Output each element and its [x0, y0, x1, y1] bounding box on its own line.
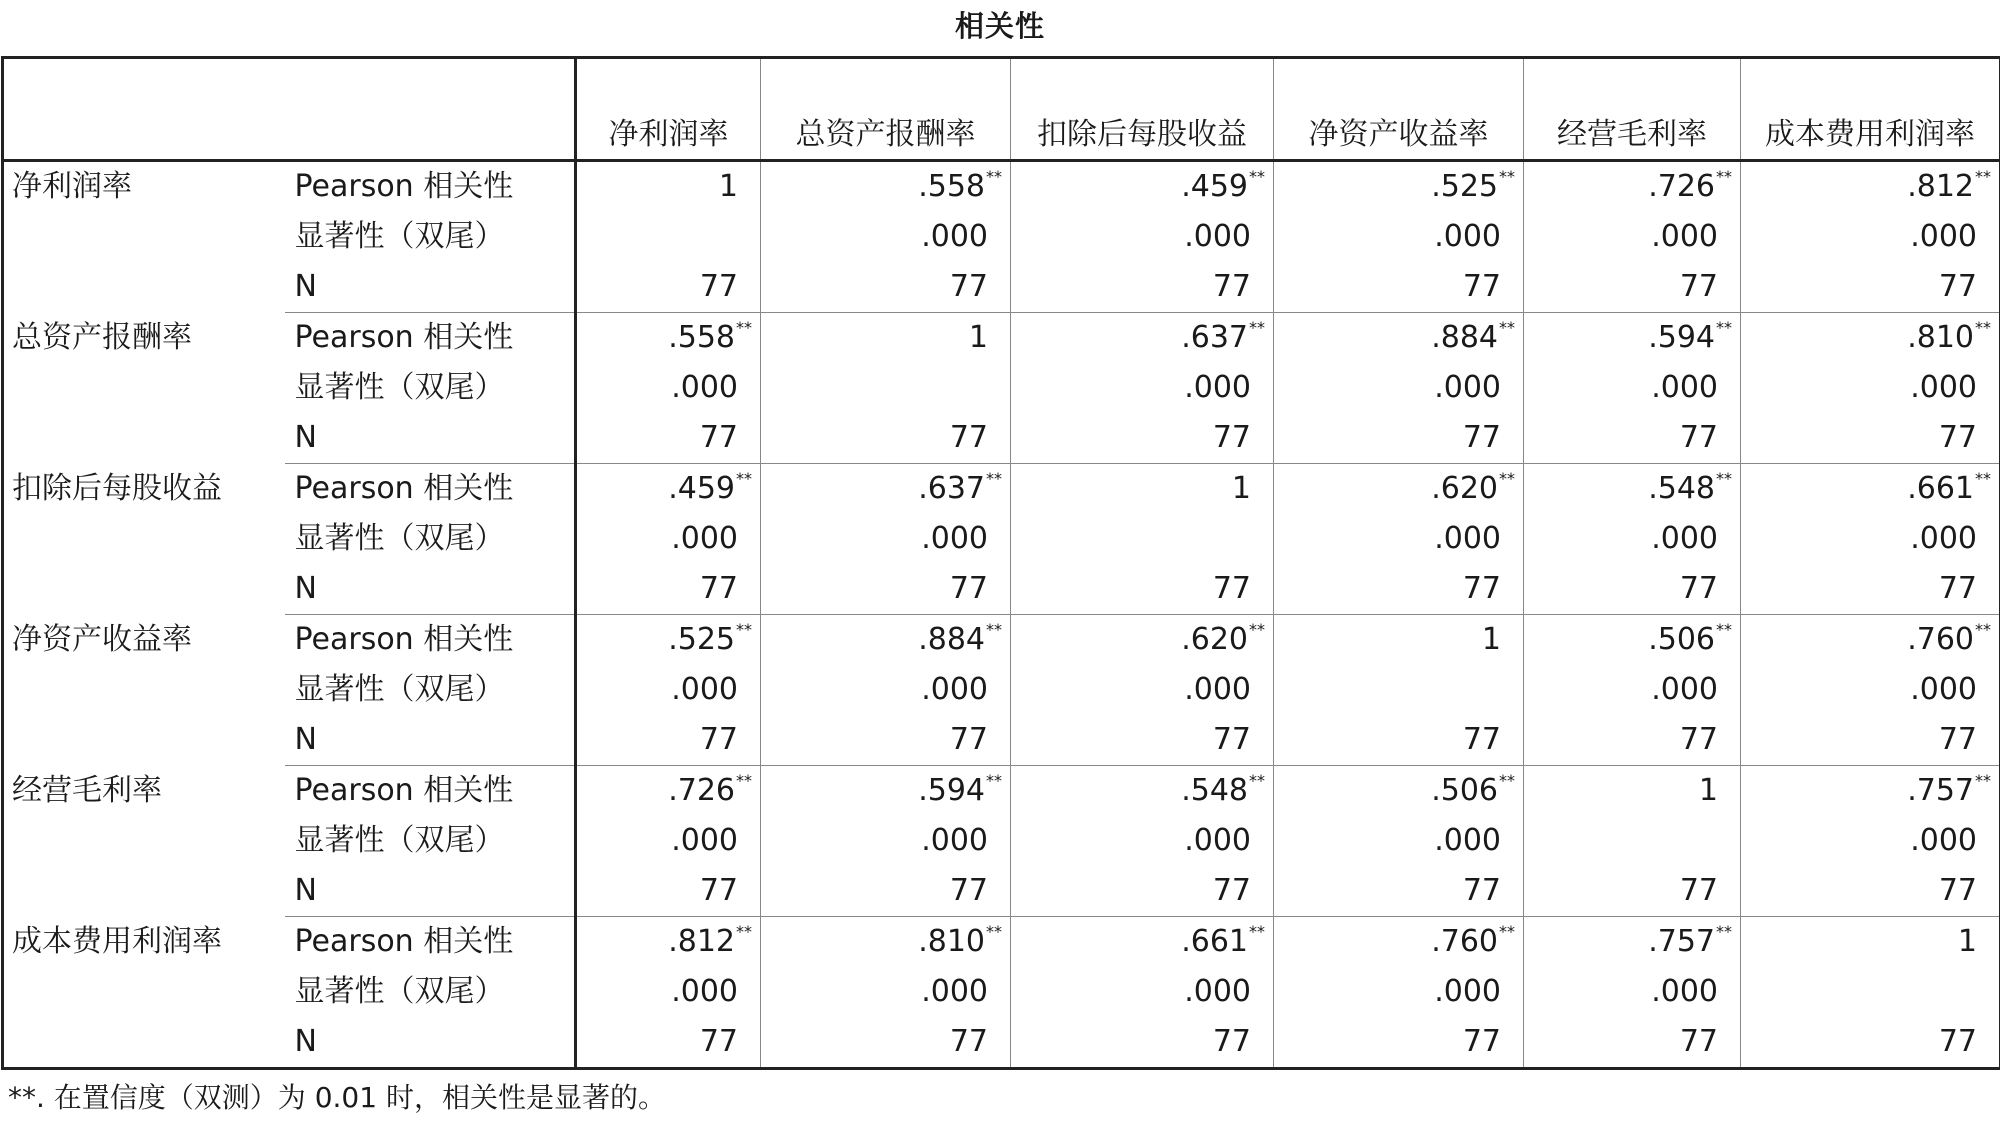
table-row: [3, 464, 2000, 515]
n-value: 77: [1679, 269, 1718, 304]
sig-value: .000: [1910, 370, 1977, 405]
table-row: [3, 564, 2000, 615]
sig-value: .000: [1910, 672, 1977, 707]
n-cell: [1524, 866, 1741, 917]
sig-cell: [576, 665, 761, 715]
significance-mark: **: [1716, 922, 1732, 941]
sig-cell: [1011, 665, 1274, 715]
significance-mark: **: [1499, 318, 1515, 337]
pearson-value: .459: [1181, 169, 1248, 204]
row-variable-name: 净资产收益率: [12, 621, 192, 657]
pearson-cell: [576, 464, 761, 515]
sig-cell: [761, 816, 1011, 866]
row-variable-name: 净利润率: [12, 169, 132, 204]
header-corner: [3, 58, 285, 161]
significance-mark: **: [1975, 318, 1991, 337]
pearson-cell: [761, 615, 1011, 666]
n-cell: [1524, 262, 1741, 313]
pearson-cell: [576, 766, 761, 817]
pearson-cell: [1011, 313, 1274, 364]
pearson-value: .760: [1431, 924, 1498, 959]
column-header: 净利润率: [576, 58, 761, 161]
table-row: [3, 262, 2000, 313]
sig-cell: [1524, 665, 1741, 715]
pearson-value: .594: [1648, 320, 1715, 355]
pearson-value: .661: [1907, 471, 1974, 506]
n-cell: [761, 413, 1011, 464]
significance-mark: **: [1249, 167, 1265, 186]
sig-cell: [576, 816, 761, 866]
n-value: 77: [1679, 873, 1718, 908]
n-value: 77: [949, 269, 988, 304]
pearson-cell: [1741, 313, 2000, 364]
n-value: 77: [1462, 420, 1501, 455]
pearson-cell: [1741, 615, 2000, 666]
significance-mark: **: [986, 469, 1002, 488]
sig-cell: [1011, 967, 1274, 1017]
n-cell: [761, 866, 1011, 917]
significance-mark: **: [1499, 771, 1515, 790]
significance-mark: **: [1975, 620, 1991, 639]
pearson-cell: [761, 464, 1011, 515]
pearson-value: .506: [1431, 773, 1498, 808]
n-cell: [1274, 1017, 1524, 1069]
stat-label: Pearson 相关性: [294, 773, 514, 808]
pearson-cell: [1524, 313, 1741, 364]
n-value: 77: [1679, 420, 1718, 455]
pearson-value: 1: [1231, 471, 1251, 506]
stat-label: 显著性（双尾）: [294, 823, 505, 858]
sig-value: .000: [1910, 219, 1977, 254]
row-variable-name: 扣除后每股收益: [12, 470, 222, 506]
pearson-cell: [1524, 161, 1741, 213]
significance-mark: **: [736, 469, 752, 488]
n-value: 77: [1679, 722, 1718, 757]
n-value: 77: [949, 571, 988, 606]
table-row: [3, 161, 2000, 213]
header-corner-stat: [285, 58, 576, 161]
sig-cell: [1524, 816, 1741, 866]
sig-value: .000: [1184, 370, 1251, 405]
sig-cell: [761, 363, 1011, 413]
pearson-cell: [1741, 917, 2000, 968]
significance-mark: **: [1249, 620, 1265, 639]
sig-cell: [1741, 816, 2000, 866]
sig-value: .000: [1434, 219, 1501, 254]
stat-label: 显著性（双尾）: [294, 672, 505, 707]
sig-cell: [1274, 363, 1524, 413]
table-title: 相关性: [954, 9, 1045, 43]
row-variable-name: 总资产报酬率: [12, 319, 192, 355]
sig-cell: [576, 514, 761, 564]
significance-mark: **: [1975, 469, 1991, 488]
pearson-cell: [1274, 615, 1524, 666]
n-cell: [1524, 715, 1741, 766]
sig-value: .000: [1434, 823, 1501, 858]
table-row: [3, 766, 2000, 817]
pearson-cell: [761, 161, 1011, 213]
pearson-value: .558: [668, 320, 735, 355]
pearson-value: .661: [1181, 924, 1248, 959]
pearson-value: .757: [1648, 924, 1715, 959]
sig-cell: [1011, 212, 1274, 262]
stat-label: N: [285, 564, 576, 615]
pearson-cell: [1011, 615, 1274, 666]
n-cell: [1011, 564, 1274, 615]
table-row: [3, 363, 2000, 413]
table-row: [3, 212, 2000, 262]
sig-value: .000: [921, 521, 988, 556]
sig-cell: [576, 363, 761, 413]
sig-value: .000: [1910, 823, 1977, 858]
n-cell: [1011, 262, 1274, 313]
pearson-value: .558: [918, 169, 985, 204]
pearson-cell: [1274, 766, 1524, 817]
n-cell: [1741, 715, 2000, 766]
sig-cell: [1274, 967, 1524, 1017]
sig-cell: [1011, 363, 1274, 413]
significance-mark: **: [1249, 922, 1265, 941]
sig-cell: [1274, 212, 1524, 262]
pearson-value: 1: [1698, 773, 1718, 808]
stat-label: Pearson 相关性: [294, 471, 514, 506]
stat-label: Pearson 相关性: [294, 924, 514, 959]
pearson-cell: [1011, 161, 1274, 213]
n-cell: [1274, 866, 1524, 917]
pearson-value: .525: [1431, 169, 1498, 204]
n-cell: [761, 1017, 1011, 1069]
n-cell: [1741, 1017, 2000, 1069]
sig-value: .000: [1651, 521, 1718, 556]
stat-label: N: [285, 413, 576, 464]
footnote: **. 在置信度（双测）为 0.01 时，相关性是显著的。: [8, 1081, 666, 1114]
pearson-value: .726: [668, 773, 735, 808]
stat-label: 显著性（双尾）: [294, 370, 505, 405]
pearson-value: 1: [1481, 622, 1501, 657]
pearson-value: .525: [668, 622, 735, 657]
n-cell: [1524, 564, 1741, 615]
significance-mark: **: [1716, 469, 1732, 488]
pearson-value: .459: [668, 471, 735, 506]
pearson-cell: [1274, 917, 1524, 968]
sig-cell: [1741, 363, 2000, 413]
sig-cell: [1011, 816, 1274, 866]
n-value: 77: [699, 571, 738, 606]
column-header: 成本费用利润率: [1741, 58, 2000, 161]
pearson-value: .726: [1648, 169, 1715, 204]
pearson-value: .884: [918, 622, 985, 657]
sig-value: .000: [671, 823, 738, 858]
sig-value: .000: [1651, 974, 1718, 1009]
n-cell: [1741, 866, 2000, 917]
pearson-cell: [1524, 464, 1741, 515]
sig-cell: [1524, 967, 1741, 1017]
sig-value: .000: [1184, 219, 1251, 254]
row-variable-name: 成本费用利润率: [12, 923, 222, 959]
sig-cell: [1524, 212, 1741, 262]
stat-label: Pearson 相关性: [294, 622, 514, 657]
pearson-cell: [761, 313, 1011, 364]
pearson-value: 1: [1957, 924, 1977, 959]
sig-value: .000: [1184, 974, 1251, 1009]
sig-cell: [761, 665, 1011, 715]
sig-cell: [1011, 514, 1274, 564]
n-cell: [1741, 262, 2000, 313]
significance-mark: **: [1499, 167, 1515, 186]
significance-mark: **: [1975, 167, 1991, 186]
n-cell: [576, 1017, 761, 1069]
sig-value: .000: [671, 974, 738, 1009]
n-value: 77: [1938, 269, 1977, 304]
n-value: 77: [1938, 873, 1977, 908]
n-value: 77: [949, 420, 988, 455]
pearson-value: .884: [1431, 320, 1498, 355]
stat-label: 显著性（双尾）: [294, 974, 505, 1009]
n-value: 77: [699, 269, 738, 304]
sig-value: .000: [671, 672, 738, 707]
pearson-cell: [576, 161, 761, 213]
n-value: 77: [699, 873, 738, 908]
pearson-value: 1: [718, 169, 738, 204]
n-cell: [1011, 715, 1274, 766]
pearson-cell: [1524, 766, 1741, 817]
pearson-value: .757: [1907, 773, 1974, 808]
sig-value: .000: [921, 974, 988, 1009]
sig-value: .000: [1184, 672, 1251, 707]
n-cell: [1011, 866, 1274, 917]
pearson-value: .810: [1907, 320, 1974, 355]
sig-value: .000: [1651, 219, 1718, 254]
significance-mark: **: [986, 167, 1002, 186]
pearson-value: 1: [968, 320, 988, 355]
pearson-cell: [1011, 917, 1274, 968]
pearson-cell: [1274, 464, 1524, 515]
sig-value: .000: [1434, 521, 1501, 556]
sig-cell: [576, 967, 761, 1017]
pearson-value: .812: [668, 924, 735, 959]
n-value: 77: [1212, 571, 1251, 606]
n-cell: [1274, 564, 1524, 615]
n-value: 77: [1462, 269, 1501, 304]
significance-mark: **: [1716, 620, 1732, 639]
n-value: 77: [1462, 1024, 1501, 1059]
pearson-value: .620: [1181, 622, 1248, 657]
n-cell: [1274, 262, 1524, 313]
pearson-cell: [1524, 917, 1741, 968]
significance-mark: **: [736, 318, 752, 337]
n-cell: [1011, 1017, 1274, 1069]
n-value: 77: [949, 722, 988, 757]
table-row: [3, 413, 2000, 464]
table-row: [3, 514, 2000, 564]
n-value: 77: [1462, 571, 1501, 606]
pearson-value: .637: [1181, 320, 1248, 355]
significance-mark: **: [1499, 469, 1515, 488]
n-value: 77: [949, 873, 988, 908]
table-row: [3, 917, 2000, 968]
column-header: 净资产收益率: [1274, 58, 1524, 161]
column-header: 扣除后每股收益: [1011, 58, 1274, 161]
sig-value: .000: [921, 219, 988, 254]
pearson-value: .637: [918, 471, 985, 506]
stat-label: N: [285, 866, 576, 917]
n-value: 77: [1938, 420, 1977, 455]
table-row: [3, 313, 2000, 364]
sig-cell: [761, 212, 1011, 262]
sig-cell: [1274, 816, 1524, 866]
n-cell: [1011, 413, 1274, 464]
sig-value: .000: [1910, 521, 1977, 556]
significance-mark: **: [986, 620, 1002, 639]
n-value: 77: [1679, 571, 1718, 606]
significance-mark: **: [1499, 922, 1515, 941]
stat-label: 显著性（双尾）: [294, 219, 505, 254]
significance-mark: **: [1716, 318, 1732, 337]
pearson-cell: [576, 313, 761, 364]
sig-cell: [1274, 665, 1524, 715]
sig-cell: [1274, 514, 1524, 564]
n-cell: [576, 866, 761, 917]
n-cell: [1741, 413, 2000, 464]
sig-cell: [761, 514, 1011, 564]
significance-mark: **: [986, 922, 1002, 941]
sig-value: .000: [1184, 823, 1251, 858]
significance-mark: **: [736, 620, 752, 639]
n-value: 77: [699, 420, 738, 455]
n-value: 77: [949, 1024, 988, 1059]
sig-value: .000: [1434, 370, 1501, 405]
n-cell: [1274, 413, 1524, 464]
table-row: [3, 967, 2000, 1017]
sig-value: .000: [1651, 672, 1718, 707]
n-cell: [761, 262, 1011, 313]
n-value: 77: [1212, 269, 1251, 304]
sig-cell: [576, 212, 761, 262]
stat-label: 显著性（双尾）: [294, 521, 505, 556]
pearson-cell: [1274, 313, 1524, 364]
pearson-value: .810: [918, 924, 985, 959]
n-cell: [1741, 564, 2000, 615]
pearson-cell: [576, 615, 761, 666]
pearson-cell: [1741, 464, 2000, 515]
pearson-value: .760: [1907, 622, 1974, 657]
correlation-table: [1, 56, 2000, 1070]
header-row: [3, 58, 2000, 161]
n-cell: [576, 262, 761, 313]
pearson-value: .506: [1648, 622, 1715, 657]
row-variable-name: 经营毛利率: [12, 772, 162, 808]
n-value: 77: [1212, 1024, 1251, 1059]
sig-value: .000: [1434, 974, 1501, 1009]
table-row: [3, 866, 2000, 917]
stat-label: N: [285, 715, 576, 766]
table-row: [3, 1017, 2000, 1069]
n-cell: [576, 413, 761, 464]
significance-mark: **: [986, 771, 1002, 790]
sig-value: .000: [1651, 370, 1718, 405]
stat-label: N: [285, 262, 576, 313]
n-value: 77: [699, 1024, 738, 1059]
pearson-value: .620: [1431, 471, 1498, 506]
significance-mark: **: [1716, 167, 1732, 186]
pearson-value: .548: [1648, 471, 1715, 506]
table-row: [3, 715, 2000, 766]
column-header: 总资产报酬率: [761, 58, 1011, 161]
significance-mark: **: [1249, 318, 1265, 337]
stat-label: N: [294, 1024, 317, 1059]
pearson-cell: [1741, 161, 2000, 213]
n-cell: [576, 715, 761, 766]
table-row: [3, 665, 2000, 715]
pearson-value: .812: [1907, 169, 1974, 204]
n-cell: [1274, 715, 1524, 766]
significance-mark: **: [1975, 771, 1991, 790]
n-value: 77: [1679, 1024, 1718, 1059]
table-row: [3, 615, 2000, 666]
significance-mark: **: [736, 771, 752, 790]
n-cell: [1524, 1017, 1741, 1069]
n-value: 77: [1938, 571, 1977, 606]
pearson-cell: [1524, 615, 1741, 666]
pearson-cell: [761, 766, 1011, 817]
pearson-cell: [1274, 161, 1524, 213]
n-value: 77: [1462, 873, 1501, 908]
sig-cell: [1741, 212, 2000, 262]
column-header: 经营毛利率: [1524, 58, 1741, 161]
sig-value: .000: [671, 370, 738, 405]
pearson-cell: [576, 917, 761, 968]
sig-cell: [1741, 514, 2000, 564]
n-cell: [761, 715, 1011, 766]
pearson-cell: [1011, 464, 1274, 515]
n-cell: [1524, 413, 1741, 464]
significance-mark: **: [736, 922, 752, 941]
sig-cell: [1524, 514, 1741, 564]
pearson-cell: [1741, 766, 2000, 817]
n-value: 77: [1462, 722, 1501, 757]
sig-cell: [1741, 967, 2000, 1017]
n-value: 77: [1212, 420, 1251, 455]
significance-mark: **: [1249, 771, 1265, 790]
pearson-cell: [761, 917, 1011, 968]
sig-value: .000: [671, 521, 738, 556]
sig-cell: [1524, 363, 1741, 413]
n-value: 77: [699, 722, 738, 757]
table-row: [3, 816, 2000, 866]
n-value: 77: [1938, 722, 1977, 757]
n-value: 77: [1212, 873, 1251, 908]
n-cell: [761, 564, 1011, 615]
n-value: 77: [1938, 1024, 1977, 1059]
stat-label: Pearson 相关性: [294, 320, 514, 355]
pearson-value: .548: [1181, 773, 1248, 808]
n-cell: [576, 564, 761, 615]
sig-value: .000: [921, 823, 988, 858]
sig-cell: [761, 967, 1011, 1017]
pearson-value: .594: [918, 773, 985, 808]
sig-cell: [1741, 665, 2000, 715]
n-value: 77: [1212, 722, 1251, 757]
stat-label: Pearson 相关性: [294, 169, 514, 204]
sig-value: .000: [921, 672, 988, 707]
pearson-cell: [1011, 766, 1274, 817]
